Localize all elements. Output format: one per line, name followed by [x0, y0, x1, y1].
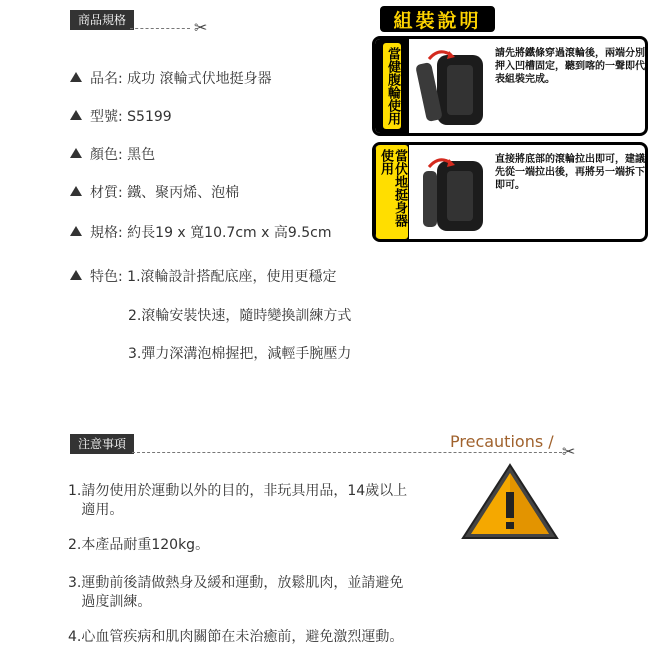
- precautions-label: Precautions /: [450, 432, 554, 451]
- spec-item-model: 型號: S5199: [70, 106, 172, 126]
- spec-section-tag: 商品規格: [70, 10, 134, 30]
- feature-item: 2.滾輪安裝快速，隨時變換訓練方式: [128, 308, 352, 324]
- triangle-bullet-icon: [70, 226, 82, 236]
- assembly-panel-pushup: [372, 142, 648, 242]
- features-label: 特色: 1.滾輪設計搭配底座，使用更穩定: [70, 266, 337, 286]
- triangle-bullet-icon: [70, 110, 82, 120]
- triangle-bullet-icon: [70, 270, 82, 280]
- spec-item-size: 規格: 約長19 x 寬10.7cm x 高9.5cm: [70, 222, 331, 242]
- panel-description: 請先將鐵條穿過滾輪後，兩端分別押入凹槽固定，聽到喀的一聲即代表組裝完成。: [495, 48, 645, 85]
- triangle-bullet-icon: [70, 148, 82, 158]
- assembly-panel-ab-roller: [372, 36, 648, 136]
- notice-item: 2.本產品耐重120kg。: [68, 537, 210, 553]
- spec-item-name: 品名: 成功 滾輪式伏地挺身器: [70, 68, 272, 88]
- panel-side-label: 當健腹輪使用: [383, 43, 401, 129]
- spec-item-color: 顏色: 黑色: [70, 144, 155, 164]
- spec-divider: [130, 28, 190, 29]
- spec-item-material: 材質: 鐵、聚丙烯、泡棉: [70, 182, 239, 202]
- panel-side-bar: [375, 39, 409, 133]
- assembly-title: 組裝說明: [380, 6, 495, 32]
- notice-divider: [132, 452, 562, 453]
- panel-description: 直接將底部的滾輪拉出即可，建議先從一端拉出後，再將另一端拆下即可。: [495, 154, 645, 191]
- pushup-bar-illustration-icon: [415, 149, 491, 237]
- notice-item: 4.心血管疾病和肌肉關節在未治癒前，避免激烈運動。: [68, 629, 404, 645]
- triangle-bullet-icon: [70, 72, 82, 82]
- notice-item: 3.運動前後請做熱身及緩和運動，放鬆肌肉，並請避免 過度訓練。: [68, 575, 404, 610]
- scissors-icon: ✂: [194, 18, 208, 37]
- feature-item: 3.彈力深溝泡棉握把，減輕手腕壓力: [128, 346, 352, 362]
- panel-side-bar: [375, 145, 409, 239]
- panel-side-label: 當伏地挺身器使用: [376, 145, 408, 239]
- scissors-icon: ✂: [562, 442, 576, 461]
- triangle-bullet-icon: [70, 186, 82, 196]
- roller-illustration-icon: [415, 43, 491, 131]
- notice-section-tag: 注意事項: [70, 434, 134, 454]
- warning-sign-icon: [460, 462, 560, 542]
- notice-item: 1.請勿使用於運動以外的目的，非玩具用品，14歲以上 適用。: [68, 483, 408, 518]
